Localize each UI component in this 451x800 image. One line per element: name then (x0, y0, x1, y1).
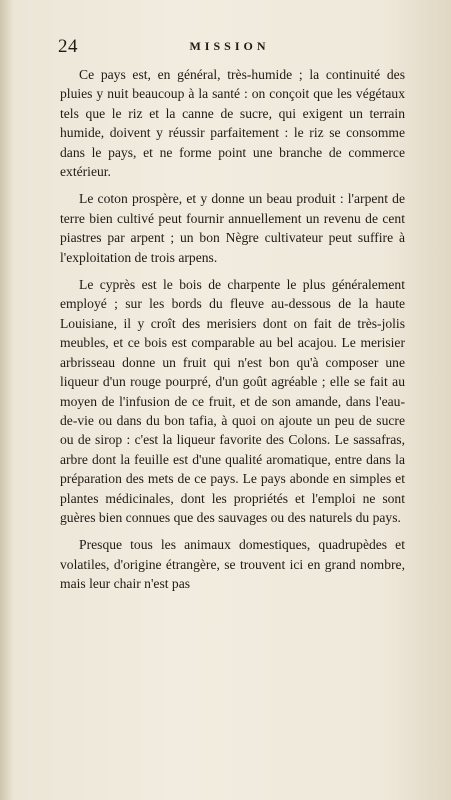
body-text (60, 65, 405, 594)
paragraph: Presque tous les animaux domestiques, quadrupèdes et volatiles, d'origine étrangère, se trouvent ici en grand nombre, mais leur chair n'est pas (60, 537, 405, 592)
running-head: MISSION (189, 39, 270, 53)
page-number: 24 (58, 36, 78, 57)
paragraph: Ce pays est, en général, très-humide ; la continuité des pluies y nuit beaucoup à la santé : on conçoit que les végétaux tels que le riz et la canne de sucre, qui exigent un terrain humide, doivent y réussir parfaitement : le riz se consomme dans le pays, et ne forme point une branche de commerce extérieur. (60, 67, 405, 180)
paragraph: Le cyprès est le bois de charpente le plus généralement employé ; sur les bords du fleuve au-dessous de la haute Louisiane, il y croît des merisiers dont on fait de très-jolis meubles, et ce bois est comparable au bel acajou. Le merisier arbrisseau donne un fruit qui n'est bon qu'à composer une liqueur d'un rouge pourpré, d'un goût agréable ; elle se fait au moyen de l'infusion de ce fruit, et de son amande, dans l'eau-de-vie ou dans du bon tafia, à quoi on ajoute un peu de sucre ou de sirop : c'est la liqueur favorite des Colons. Le sassafras, arbre dont la feuille est d'une qualité aromatique, entre dans la préparation des mets de ce pays. Le pays abonde en simples et plantes médicinales, dont les propriétés et l'emploi ne sont guères bien connues que des sauvages ou des naturels du pays. (60, 277, 405, 525)
page-header (58, 36, 401, 60)
paragraph: Le coton prospère, et y donne un beau produit : l'arpent de terre bien cultivé peut fournir annuellement un revenu de cent piastres par arpent ; un bon Nègre cultivateur peut suffire à l'exploitation de trois arpens. (60, 191, 405, 265)
